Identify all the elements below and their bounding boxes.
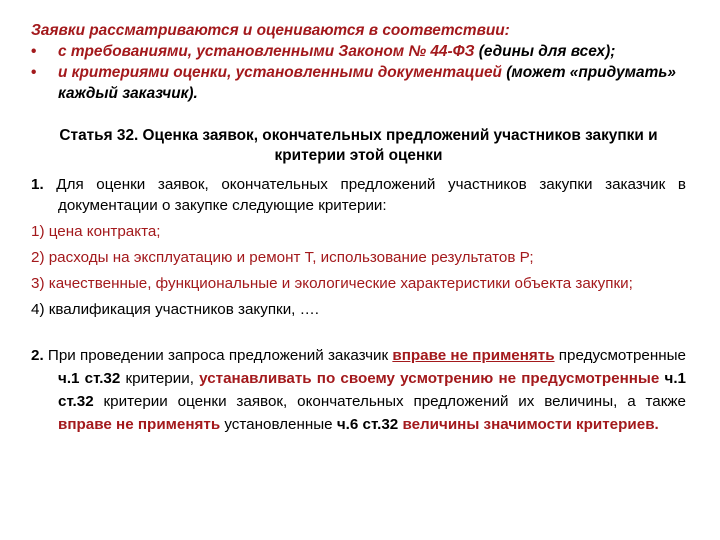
criterion-item: 3) качественные, функциональные и экологические характеристики объекта закупки; [31,275,633,292]
text-fragment: критерии, [120,370,200,387]
bullet-dot-icon: • [31,43,37,60]
intro-lead: Заявки рассматриваются и оцениваются в соответствии: [31,22,510,39]
criterion-item: 2) расходы на эксплуатацию и ремонт Т, использование результатов Р; [31,249,534,266]
slide-content [31,20,686,436]
criterion-item: 4) квалификация участников закупки, …. [31,301,320,318]
paragraph-1-text: Для оценки заявок, окончательных предложений участников закупки заказчик в документации о закупке следующие критерии: [43,176,686,214]
bullet-plain-text: (едины для всех); [474,43,616,60]
article-body [31,174,686,436]
bullet-red-text: и критериями оценки, установленными документацией [58,64,502,81]
bullet-dot-icon: • [31,64,37,81]
paragraph-2 [31,344,686,436]
intro-bullet-2 [31,62,686,104]
highlight-red: устанавливать по своему усмотрению не предусмотренные [199,370,660,387]
law-reference: ч.6 ст.32 [336,416,399,433]
paragraph-number: 1. [31,176,44,193]
text-fragment: При проведении запроса предложений заказчик [43,347,393,364]
paragraph-number: 2. [31,347,44,364]
bullet-plain-text: (может «придумать» каждый заказчик). [58,64,676,102]
bullet-red-text: с требованиями, установленными Законом № 44-ФЗ [58,43,475,60]
text-fragment: предусмотренные [554,347,686,364]
intro-bullet-1 [31,41,686,62]
text-fragment: критерии оценки заявок, окончательных предложений их величины, а также [93,393,686,410]
criterion-item: 1) цена контракта; [31,223,161,240]
text-fragment: установленные [220,416,337,433]
law-reference: ч.1 ст.32 [58,370,121,387]
highlight-red: вправе не применять [58,416,221,433]
highlight-red: величины значимости критериев. [402,416,659,433]
law-reference: ч.1 ст.32 [58,370,686,410]
article-heading: Статья 32. Оценка заявок, окончательных предложений участников закупки и критерии этой оценки [59,127,658,164]
paragraph-1 [31,174,686,216]
intro-block [31,20,686,104]
highlight-red: вправе не применять [392,347,555,364]
